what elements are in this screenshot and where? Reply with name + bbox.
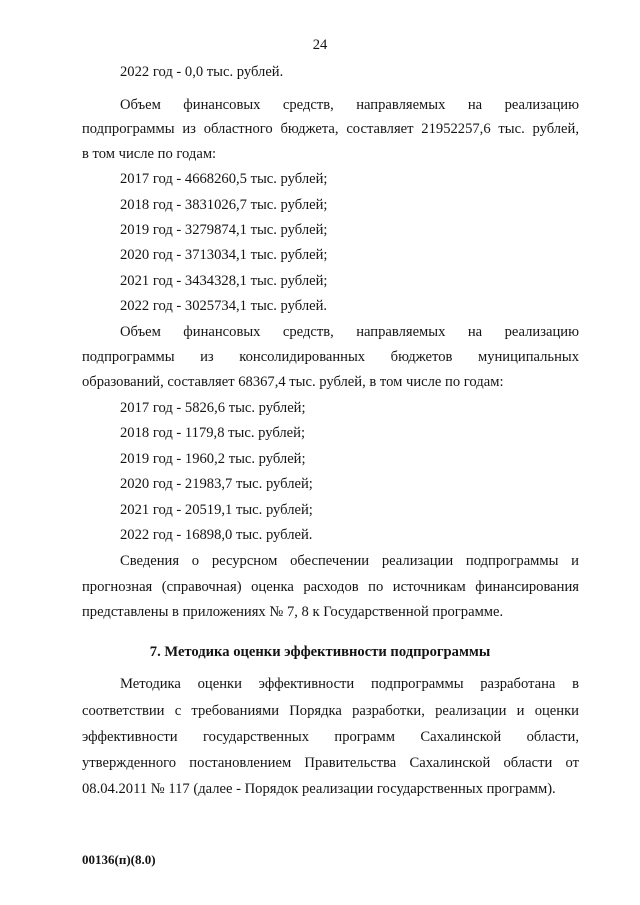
municipal-year-2020: 2020 год - 21983,7 тыс. рублей; — [120, 476, 313, 492]
regional-year-2018: 2018 год - 3831026,7 тыс. рублей; — [120, 197, 328, 213]
para-info-line-1: Сведения о ресурсном обеспечении реализации подпрограммы и — [120, 553, 579, 569]
municipal-year-2021: 2021 год - 20519,1 тыс. рублей; — [120, 502, 313, 518]
municipal-year-2017: 2017 год - 5826,6 тыс. рублей; — [120, 400, 306, 416]
regional-year-2021: 2021 год - 3434328,1 тыс. рублей; — [120, 273, 328, 289]
regional-year-2022: 2022 год - 3025734,1 тыс. рублей. — [120, 298, 328, 314]
para-regional-line-2: подпрограммы из областного бюджета, составляет 21952257,6 тыс. рублей, — [82, 121, 579, 137]
para-municipal-line-2: подпрограммы из консолидированных бюджетов муниципальных — [82, 349, 579, 365]
regional-year-2020: 2020 год - 3713034,1 тыс. рублей; — [120, 247, 328, 263]
para-info-line-2: прогнозная (справочная) оценка расходов по источникам финансирования — [82, 579, 579, 595]
page-number: 24 — [312, 37, 328, 53]
section-heading: 7. Методика оценки эффективности подпрограммы — [149, 644, 491, 660]
para-method-line-1: Методика оценки эффективности подпрограммы разработана в — [120, 676, 579, 692]
footer-code: 00136(п)(8.0) — [82, 852, 156, 867]
regional-year-2019: 2019 год - 3279874,1 тыс. рублей; — [120, 222, 328, 238]
para-regional-line-3: в том числе по годам: — [82, 146, 217, 162]
para-municipal-line-1: Объем финансовых средств, направляемых на реализацию — [120, 324, 579, 340]
para-municipal-line-3: образований, составляет 68367,4 тыс. рублей, в том числе по годам: — [82, 374, 504, 390]
para-info-line-3: представлены в приложениях № 7, 8 к Государственной программе. — [82, 604, 504, 620]
para-method-line-2: соответствии с требованиями Порядка разработки, реализации и оценки — [82, 703, 579, 719]
para-method-line-4: утвержденного постановлением Правительства Сахалинской области от — [82, 755, 579, 771]
regional-year-2017: 2017 год - 4668260,5 тыс. рублей; — [120, 171, 328, 187]
intro-line: 2022 год - 0,0 тыс. рублей. — [120, 64, 284, 80]
municipal-year-2022: 2022 год - 16898,0 тыс. рублей. — [120, 527, 313, 543]
para-method-line-5: 08.04.2011 № 117 (далее - Порядок реализации государственных программ). — [82, 781, 556, 797]
municipal-year-2018: 2018 год - 1179,8 тыс. рублей; — [120, 425, 306, 441]
para-method-line-3: эффективности государственных программ Сахалинской области, — [82, 729, 579, 745]
municipal-year-2019: 2019 год - 1960,2 тыс. рублей; — [120, 451, 306, 467]
para-regional-line-1: Объем финансовых средств, направляемых на реализацию — [120, 97, 579, 113]
